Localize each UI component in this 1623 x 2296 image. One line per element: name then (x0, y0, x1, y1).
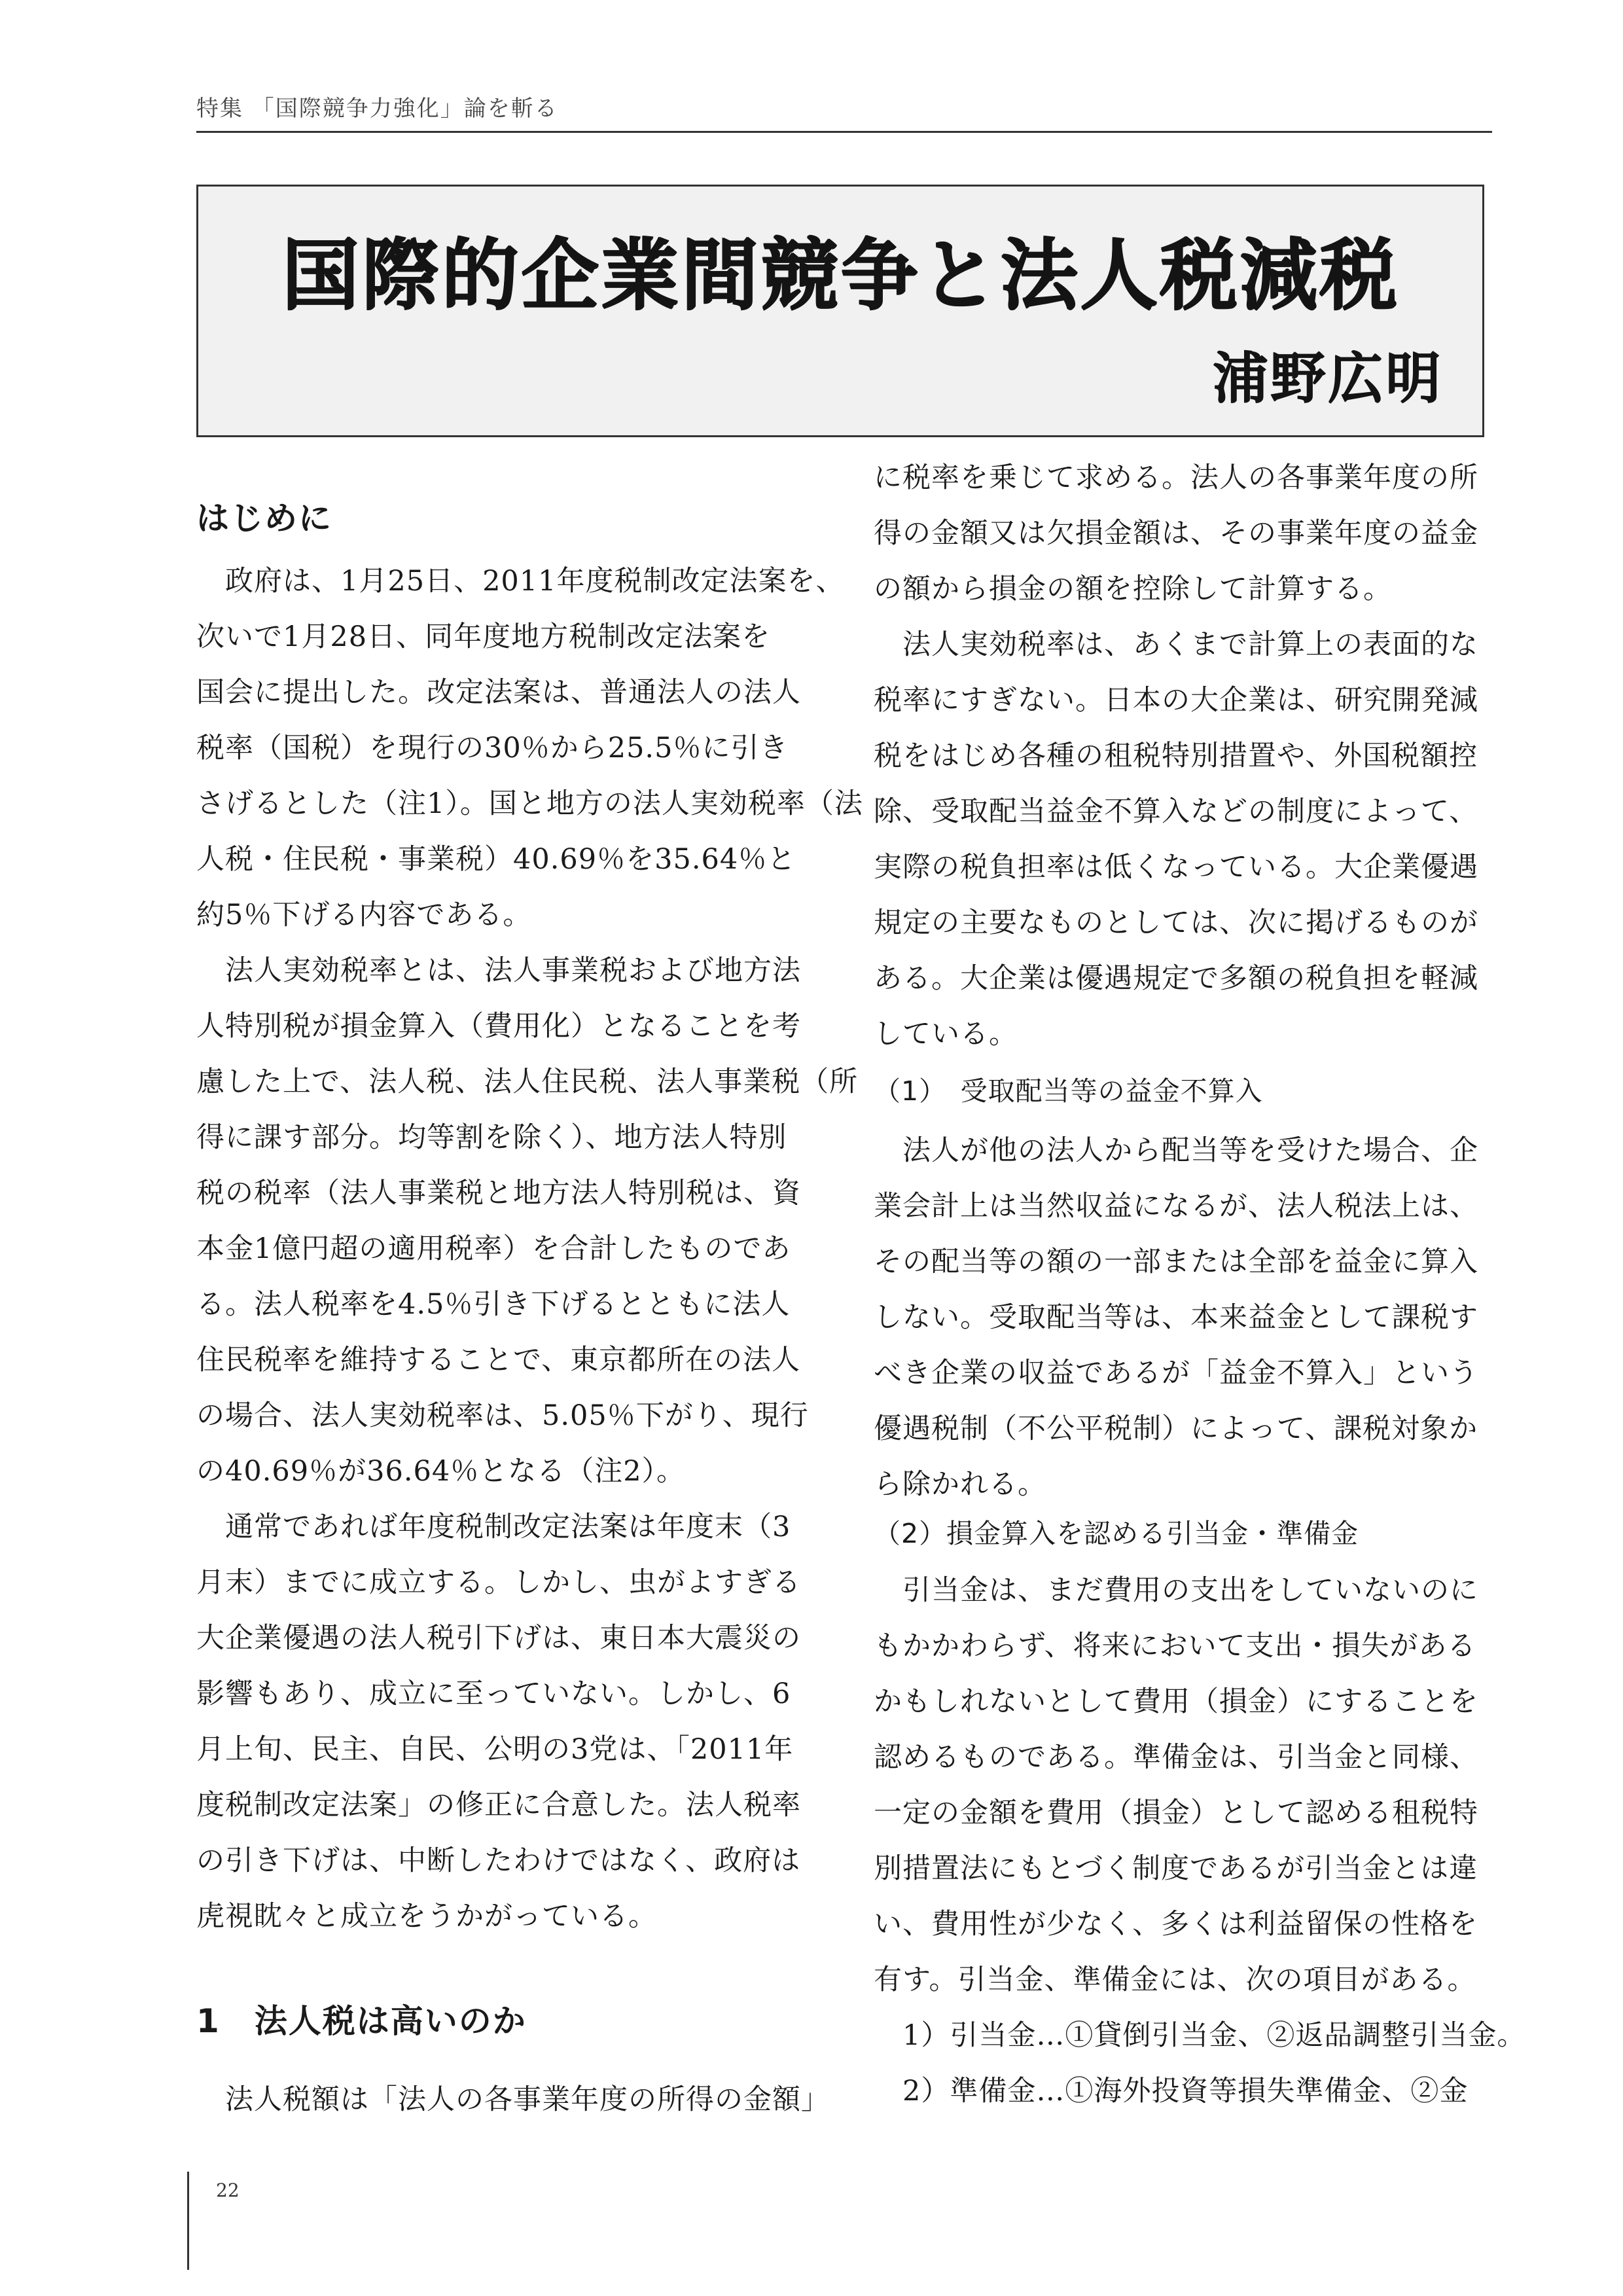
footer-rule (187, 2172, 189, 2270)
text-line: 人税・住民税・事業税）40.69％を35.64％と (196, 843, 796, 876)
text-line: ある。大企業は優遇規定で多額の税負担を軽減 (874, 962, 1478, 995)
text-line: の40.69％が36.64％となる（注2）。 (196, 1455, 686, 1488)
text-line: 税の税率（法人事業税と地方法人特別税は、資 (196, 1177, 801, 1210)
text-line: もかかわらず、将来において支出・損失がある (874, 1630, 1476, 1662)
text-line: かもしれないとして費用（損金）にすることを (874, 1685, 1478, 1718)
text-line: 税率にすぎない。日本の大企業は、研究開発減 (874, 684, 1478, 717)
text-line: の場合、法人実効税率は、5.05％下がり、現行 (196, 1399, 809, 1432)
article-title: 国際的企業間競争と法人税減税 (281, 229, 1399, 320)
text-line: 認めるものである。準備金は、引当金と同様、 (874, 1741, 1478, 1774)
text-line: 2）準備金…①海外投資等損失準備金、②金 (874, 2075, 1469, 2108)
text-line: 人特別税が損金算入（費用化）となることを考 (196, 1010, 801, 1043)
text-line: 月末）までに成立する。しかし、虫がよすぎる (196, 1566, 801, 1599)
text-line: る。法人税率を4.5％引き下げるとともに法人 (196, 1288, 791, 1321)
text-line: 優遇税制（不公平税制）によって、課税対象か (874, 1412, 1478, 1445)
text-line: 別措置法にもとづく制度であるが引当金とは違 (874, 1852, 1478, 1885)
subheading-2: （2）損金算入を認める引当金・準備金 (874, 1518, 1359, 1549)
text-line: 国会に提出した。改定法案は、普通法人の法人 (196, 676, 801, 709)
text-line: 次いで1月28日、同年度地方税制改定法案を (196, 620, 771, 653)
text-line: 有す。引当金、準備金には、次の項目がある。 (874, 1964, 1476, 1996)
text-line: の引き下げは、中断したわけではなく、政府は (196, 1844, 801, 1877)
text-line: 除、受取配当益金不算入などの制度によって、 (874, 795, 1478, 828)
text-line: 法人実効税率は、あくまで計算上の表面的な (874, 628, 1478, 661)
text-line: 大企業優遇の法人税引下げは、東日本大震災の (196, 1622, 801, 1655)
text-line: 法人税額は「法人の各事業年度の所得の金額」 (196, 2083, 830, 2116)
text-line: 通常であれば年度税制改定法案は年度末（3 (196, 1511, 791, 1543)
text-line: 得の金額又は欠損金額は、その事業年度の益金 (874, 517, 1478, 550)
text-line: 税をはじめ各種の租税特別措置や、外国税額控 (874, 740, 1478, 772)
text-line: に税率を乗じて求める。法人の各事業年度の所 (874, 461, 1478, 494)
text-line: 実際の税負担率は低くなっている。大企業優遇 (874, 851, 1478, 884)
text-line: している。 (874, 1018, 1018, 1050)
text-line: 法人実効税率とは、法人事業税および地方法 (196, 954, 801, 987)
subheading-1: （1） 受取配当等の益金不算入 (874, 1075, 1263, 1107)
text-line: さげるとした（注1）。国と地方の法人実効税率（法 (196, 787, 863, 820)
text-line: 約5％下げる内容である。 (196, 899, 532, 931)
text-line: 業会計上は当然収益になるが、法人税法上は、 (874, 1190, 1478, 1223)
text-line: べき企業の収益であるが「益金不算入」という (874, 1357, 1478, 1390)
text-line: ら除かれる。 (874, 1468, 1046, 1501)
header-rule (196, 131, 1492, 133)
text-line: 住民税率を維持することで、東京都所在の法人 (196, 1344, 801, 1376)
text-line: 影響もあり、成立に至っていない。しかし、6 (196, 1677, 791, 1710)
text-line: 政府は、1月25日、2011年度税制改定法案を、 (196, 565, 845, 598)
section-heading-intro: はじめに (196, 499, 332, 537)
section-heading-1: 1 法人税は高いのか (196, 2002, 527, 2040)
text-line: その配当等の額の一部または全部を益金に算入 (874, 1246, 1478, 1278)
text-line: 慮した上で、法人税、法人住民税、法人事業税（所 (196, 1066, 859, 1098)
text-line: 一定の金額を費用（損金）として認める租税特 (874, 1797, 1478, 1829)
running-head: 特集 「国際競争力強化」論を斬る (196, 96, 558, 122)
text-line: 得に課す部分。均等割を除く）、地方法人特別 (196, 1121, 787, 1154)
text-line: 法人が他の法人から配当等を受けた場合、企 (874, 1134, 1478, 1167)
text-line: 度税制改定法案」の修正に合意した。法人税率 (196, 1789, 801, 1821)
text-line: の額から損金の額を控除して計算する。 (874, 573, 1392, 605)
text-line: 虎視眈々と成立をうかがっている。 (196, 1900, 657, 1933)
text-line: しない。受取配当等は、本来益金として課税す (874, 1301, 1478, 1334)
text-line: 引当金は、まだ費用の支出をしていないのに (874, 1574, 1478, 1607)
title-box (196, 185, 1484, 437)
page-number: 22 (216, 2179, 240, 2201)
text-line: 規定の主要なものとしては、次に掲げるものが (874, 906, 1478, 939)
text-line: 税率（国税）を現行の30％から25.5％に引き (196, 732, 789, 764)
text-line: 1）引当金…①貸倒引当金、②返品調整引当金。 (874, 2019, 1526, 2052)
text-line: 月上旬、民主、自民、公明の3党は、「2011年 (196, 1733, 794, 1766)
text-line: 本金1億円超の適用税率）を合計したものであ (196, 1232, 791, 1265)
text-line: い、費用性が少なく、多くは利益留保の性格を (874, 1908, 1478, 1941)
article-author: 浦野広明 (1212, 346, 1443, 410)
